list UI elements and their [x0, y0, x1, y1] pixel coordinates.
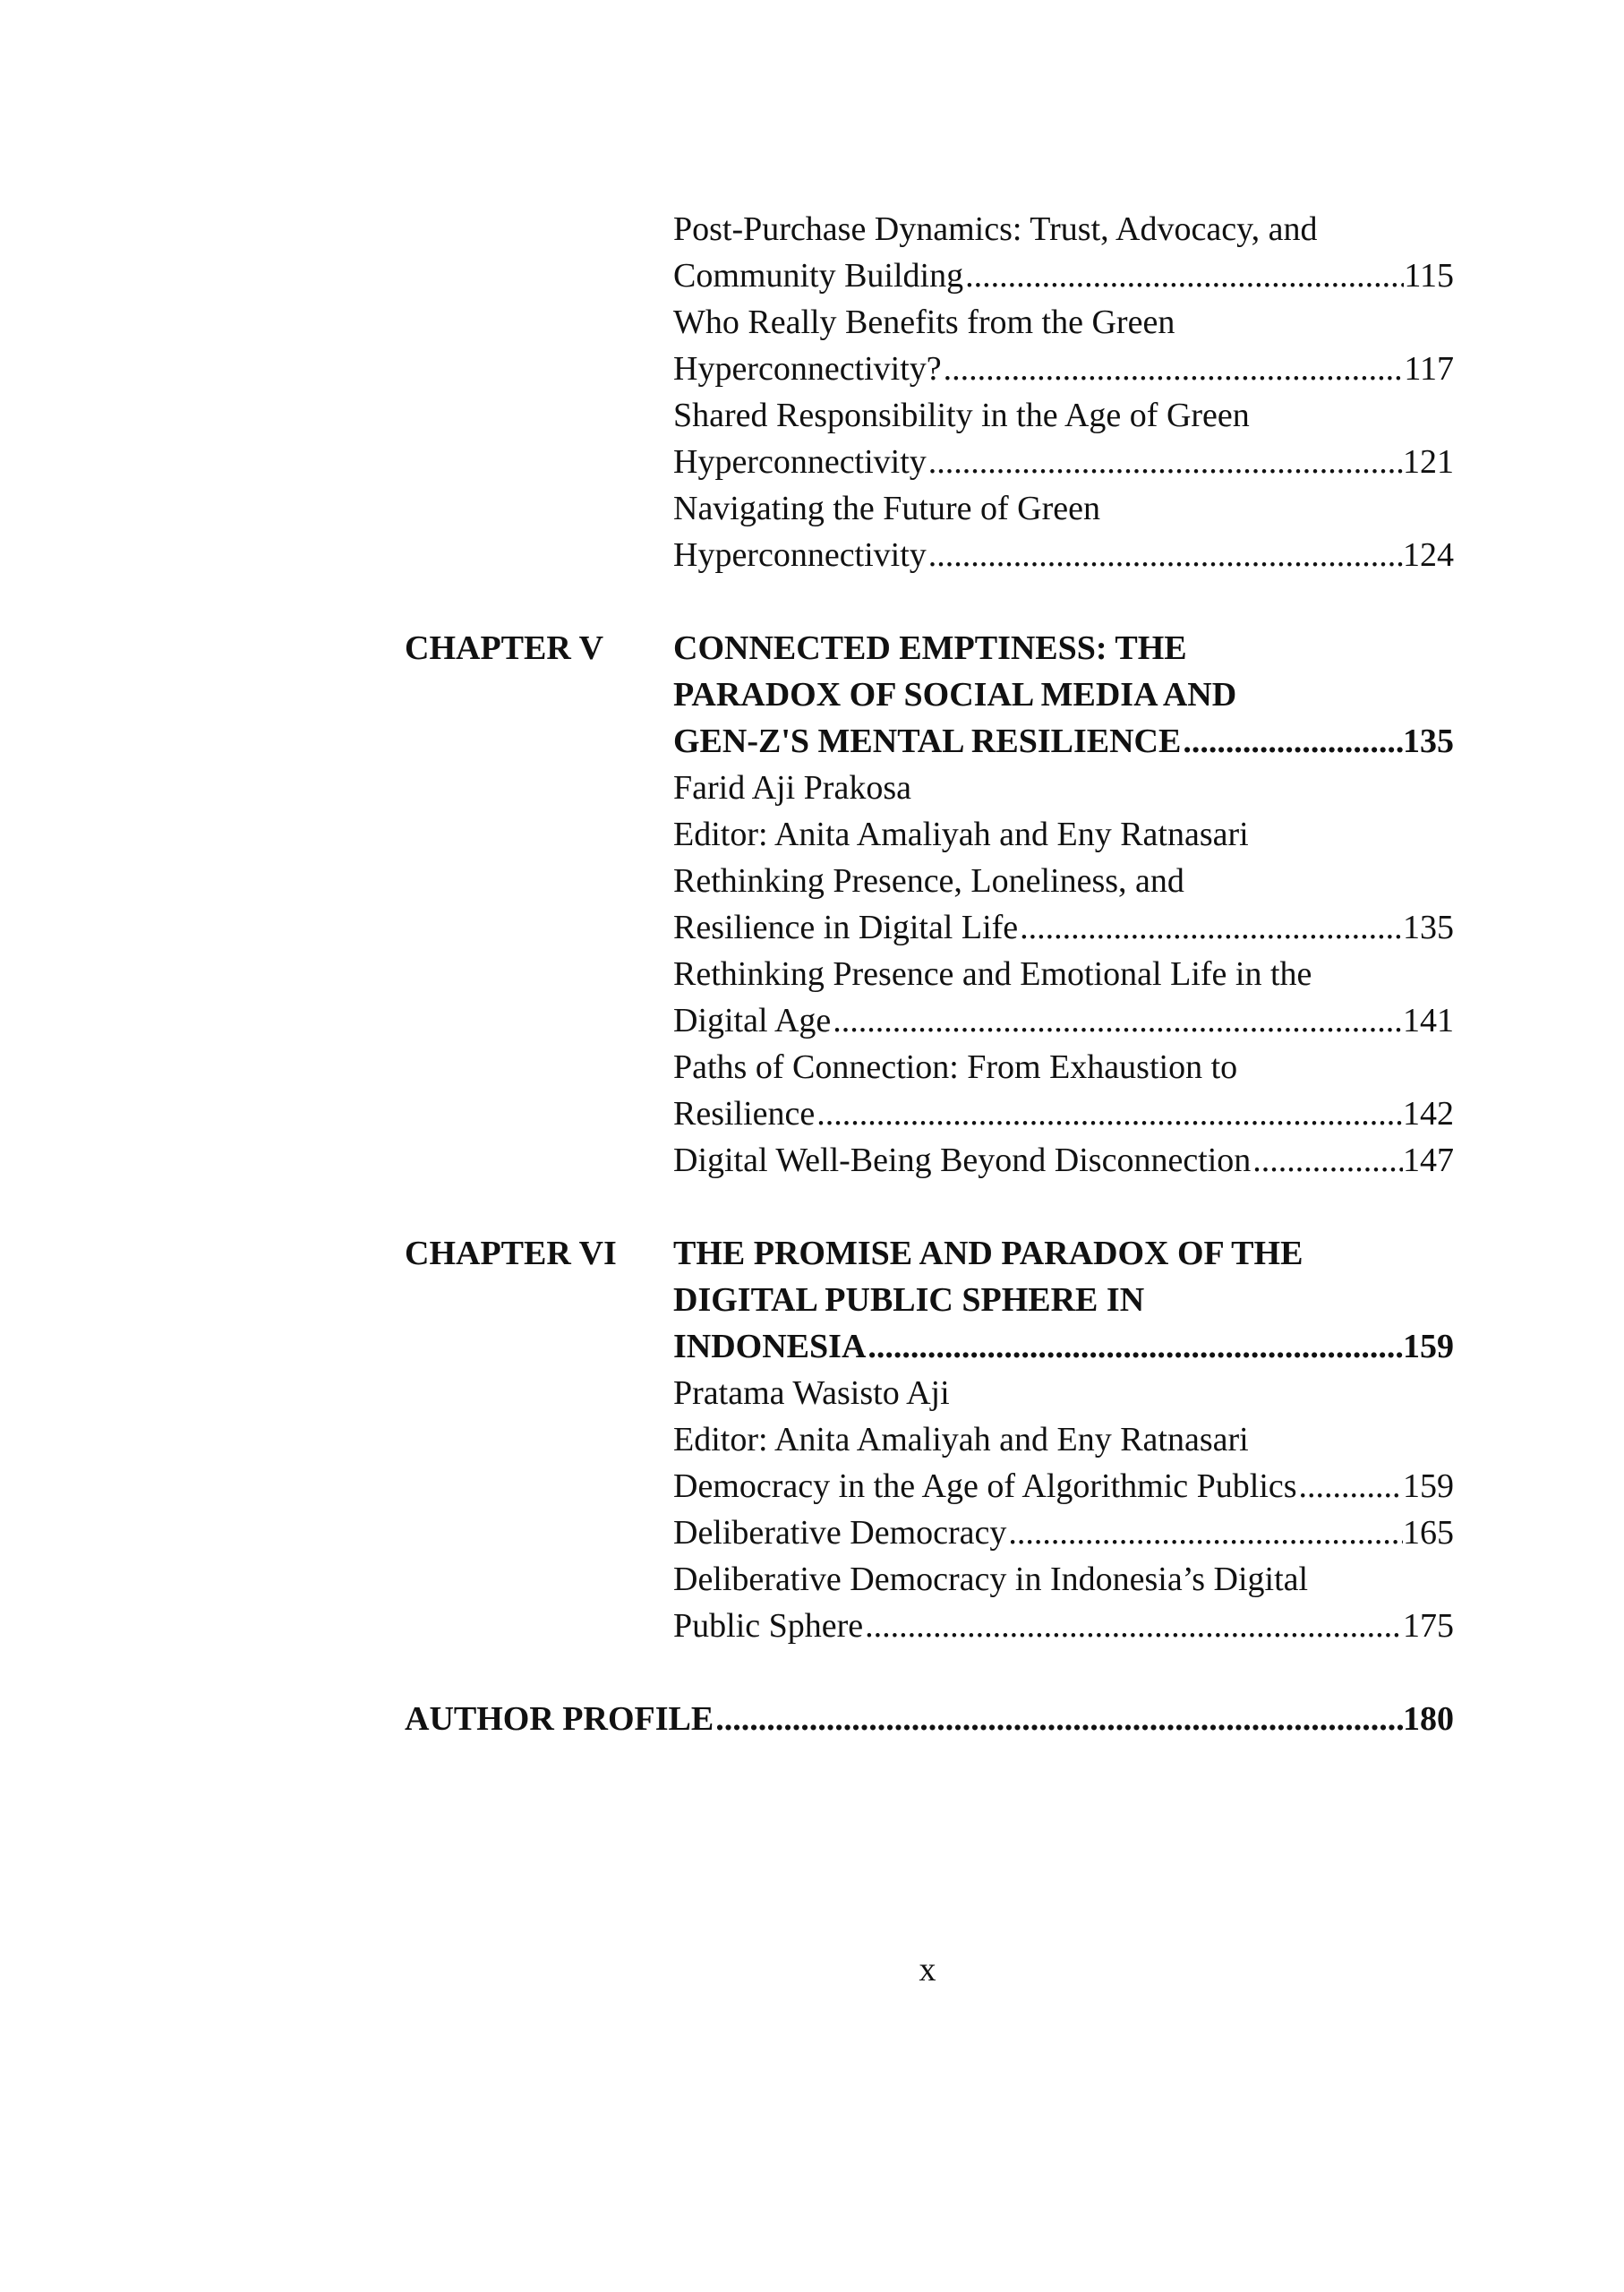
table-of-contents: [405, 206, 1454, 1742]
chapter-author: Pratama Wasisto Aji: [673, 1374, 950, 1412]
toc-entry[interactable]: [673, 1137, 1454, 1184]
toc-entry-line: Post-Purchase Dynamics: Trust, Advocacy, and: [673, 210, 1318, 248]
toc-entry-page: 141: [1403, 1002, 1454, 1039]
toc-entry-title: Hyperconnectivity: [673, 536, 927, 574]
toc-entry-last-line: [673, 1509, 1454, 1556]
toc-entry-page: 165: [1403, 1514, 1454, 1552]
chapter-body: [673, 1230, 1454, 1649]
dot-leader: [714, 1696, 1403, 1742]
toc-entries-continued: [673, 206, 1454, 578]
chapter-title: INDONESIA: [673, 1328, 867, 1365]
toc-entry-title: Digital Age: [673, 1002, 832, 1039]
chapter-author: Farid Aji Prakosa: [673, 769, 911, 807]
chapter-title-line: PARADOX OF SOCIAL MEDIA AND: [673, 676, 1237, 714]
toc-entry-page: 175: [1403, 1607, 1454, 1645]
toc-entry-page: 124: [1403, 536, 1454, 574]
toc-entry-title: Resilience: [673, 1095, 816, 1133]
toc-entry[interactable]: [673, 206, 1454, 299]
dot-leader: [942, 346, 1405, 392]
toc-entry-page: 121: [1403, 443, 1454, 481]
dot-leader: [927, 439, 1403, 485]
dot-leader: [831, 997, 1403, 1044]
toc-entry[interactable]: [673, 951, 1454, 1044]
toc-entry[interactable]: [673, 858, 1454, 951]
chapter-editor: Editor: Anita Amaliyah and Eny Ratnasari: [673, 816, 1249, 853]
chapter-title-line: THE PROMISE AND PARADOX OF THE: [673, 1235, 1303, 1272]
toc-entry-last-line: [673, 1463, 1454, 1509]
chapter-title-line: CONNECTED EMPTINESS: THE: [673, 629, 1187, 667]
toc-entry-title: Hyperconnectivity: [673, 443, 927, 481]
toc-entry-last-line: [673, 1090, 1454, 1137]
chapter-title-entry[interactable]: [673, 625, 1454, 765]
toc-entry-line: Rethinking Presence and Emotional Life in the: [673, 955, 1312, 993]
toc-entry-line: Shared Responsibility in the Age of Green: [673, 397, 1250, 434]
chapter-5: [405, 625, 1454, 1184]
toc-entry-line: Paths of Connection: From Exhaustion to: [673, 1048, 1238, 1086]
toc-entry-title: Democracy in the Age of Algorithmic Publics: [673, 1467, 1297, 1505]
toc-entry-title: Public Sphere: [673, 1607, 864, 1645]
dot-leader: [815, 1090, 1403, 1137]
dot-leader: [927, 532, 1403, 578]
toc-entry[interactable]: [673, 1044, 1454, 1137]
chapter-title-last-line: [673, 1323, 1454, 1370]
toc-entry-page: 159: [1403, 1467, 1454, 1505]
toc-entry[interactable]: [673, 392, 1454, 485]
author-profile-entry[interactable]: [405, 1696, 1454, 1742]
chapter-label: CHAPTER VI: [405, 1235, 617, 1272]
dot-leader: [1297, 1463, 1403, 1509]
toc-entry-line: Deliberative Democracy in Indonesia’s Digital: [673, 1561, 1309, 1598]
toc-entry[interactable]: [673, 1556, 1454, 1649]
toc-entry-page: 142: [1403, 1095, 1454, 1133]
toc-entry-last-line: [673, 1603, 1454, 1649]
toc-entry-last-line: [673, 439, 1454, 485]
toc-entry-last-line: [673, 532, 1454, 578]
toc-entry-page: 147: [1403, 1142, 1454, 1179]
dot-leader: [1006, 1509, 1403, 1556]
chapter-title-last-line: [673, 718, 1454, 765]
dot-leader: [1181, 718, 1403, 765]
toc-entry[interactable]: [673, 485, 1454, 578]
dot-leader: [963, 252, 1404, 299]
dot-leader: [1251, 1137, 1403, 1184]
toc-entry-last-line: [673, 1137, 1454, 1184]
toc-entry-page: 115: [1404, 257, 1454, 295]
toc-entry[interactable]: [673, 1509, 1454, 1556]
chapter-body: [673, 625, 1454, 1184]
chapter-label: CHAPTER V: [405, 629, 604, 667]
chapter-title-page: 159: [1403, 1328, 1454, 1365]
page-number: x: [919, 1951, 936, 1988]
toc-entry-last-line: [673, 346, 1454, 392]
toc-entry-title: Deliberative Democracy: [673, 1514, 1007, 1552]
chapter-editor: Editor: Anita Amaliyah and Eny Ratnasari: [673, 1421, 1249, 1458]
toc-entry-title: Hyperconnectivity?: [673, 350, 942, 388]
toc-entry-title: Digital Well-Being Beyond Disconnection: [673, 1142, 1252, 1179]
toc-entry-page: 117: [1404, 350, 1454, 388]
chapter-title-line: DIGITAL PUBLIC SPHERE IN: [673, 1281, 1145, 1319]
author-profile-page: 180: [1403, 1700, 1454, 1738]
toc-entry-last-line: [673, 252, 1454, 299]
toc-entry-line: Rethinking Presence, Loneliness, and: [673, 862, 1184, 900]
toc-entry-title: Community Building: [673, 257, 964, 295]
dot-leader: [1018, 904, 1403, 951]
chapter-6: [405, 1230, 1454, 1649]
toc-entry-page: 135: [1403, 909, 1454, 946]
toc-entry-line: Navigating the Future of Green: [673, 490, 1100, 527]
author-profile-label: AUTHOR PROFILE: [405, 1700, 714, 1738]
toc-entry-last-line: [673, 904, 1454, 951]
chapter-title: GEN-Z'S MENTAL RESILIENCE: [673, 723, 1182, 760]
toc-entry[interactable]: [673, 299, 1454, 392]
chapter-title-page: 135: [1403, 723, 1454, 760]
chapter-title-entry[interactable]: [673, 1230, 1454, 1370]
toc-entry-title: Resilience in Digital Life: [673, 909, 1019, 946]
toc-entry[interactable]: [673, 1463, 1454, 1509]
toc-entry-last-line: [673, 997, 1454, 1044]
dot-leader: [866, 1323, 1403, 1370]
dot-leader: [863, 1603, 1403, 1649]
toc-entry-line: Who Really Benefits from the Green: [673, 304, 1175, 341]
